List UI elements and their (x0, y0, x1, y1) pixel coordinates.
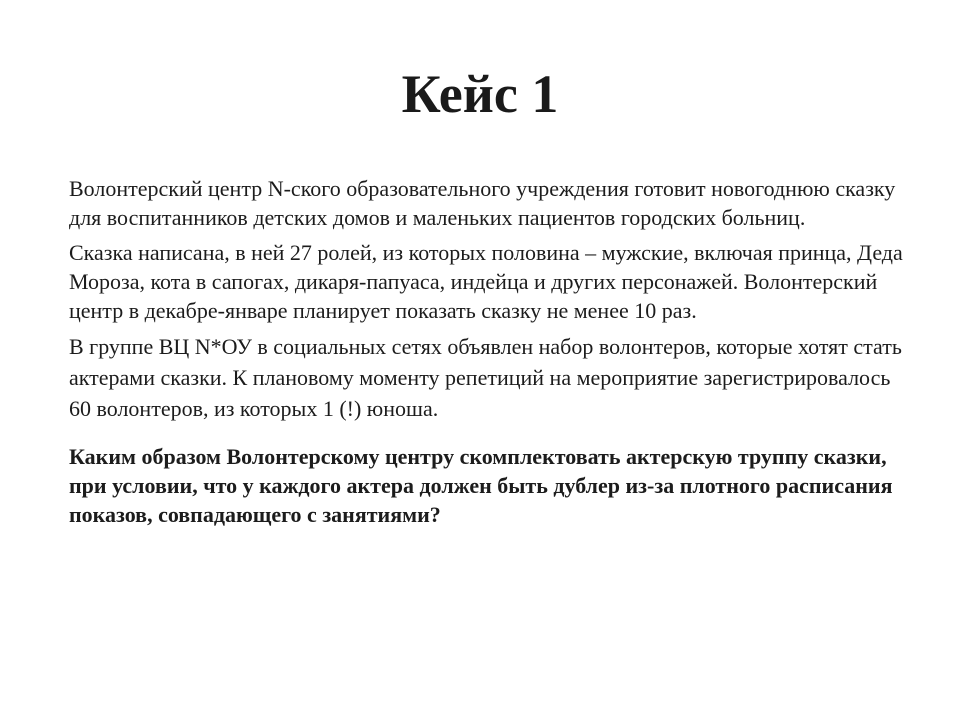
case-question: Каким образом Волонтерскому центру скомплектовать актерскую труппу сказки, при условии, что у каждого актера должен быть дублер из-за плотного расписания показов, совпадающего с занятиями? (69, 444, 893, 527)
slide-body (69, 174, 909, 535)
paragraph-intro: Волонтерский центр N-ского образовательного учреждения готовит новогоднюю сказку для воспитанников детских домов и маленьких пациентов городских больниц. (69, 176, 896, 230)
slide-title: Кейс 1 (401, 64, 559, 124)
paragraph-volunteers: В группе ВЦ N*ОУ в социальных сетях объявлен набор волонтеров, которые хотят стать актерами сказки. К плановому моменту репетиций на мероприятие зарегистрировалось 60 волонтеров, из которых 1 (!) юноша. (69, 334, 902, 421)
paragraph-roles: Сказка написана, в ней 27 ролей, из которых половина – мужские, включая принца, Деда Мороза, кота в сапогах, дикаря-папуаса, индейца и других персонажей. Волонтерский центр в декабре-январе планирует показать сказку не менее 10 раз. (69, 240, 903, 323)
